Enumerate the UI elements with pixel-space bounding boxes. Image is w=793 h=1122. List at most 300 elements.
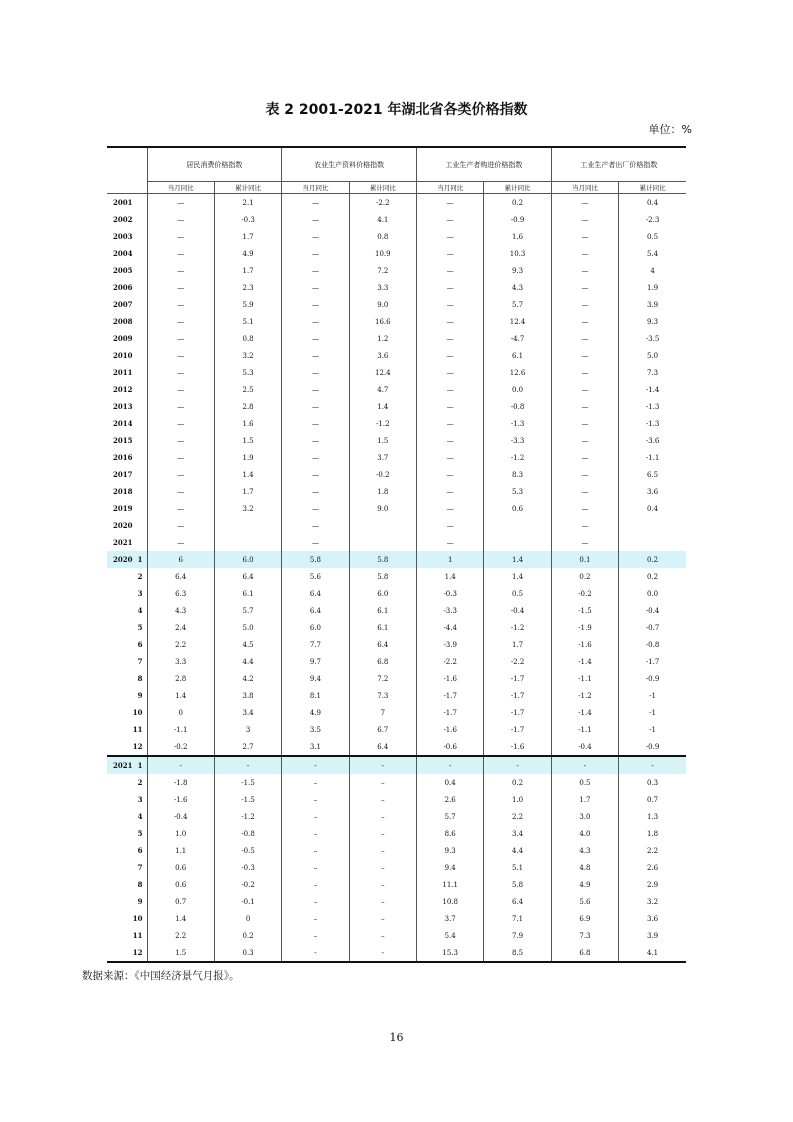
month-label [107,774,147,791]
value-cell: — [551,211,618,228]
value-cell: 0.3 [619,774,686,791]
value-cell: 9.7 [282,653,349,670]
table-row [107,568,686,585]
value-cell: 4.1 [349,211,416,228]
value-cell: 5.1 [484,859,551,876]
value-cell: 0.7 [619,791,686,808]
table-row [107,910,686,927]
table-row [107,364,686,381]
value-cell: 0.4 [417,774,484,791]
month-number: 11 [132,725,143,734]
value-cell: 5.3 [484,483,551,500]
value-cell: 15.3 [417,944,484,962]
value-cell: 3 [214,721,281,738]
year-label: 2012 [113,385,133,394]
unit-label: 单位：% [648,123,692,136]
value-cell: -1.2 [484,449,551,466]
value-cell: — [282,432,349,449]
value-cell: — [551,330,618,347]
value-cell: 3.4 [484,825,551,842]
value-cell [484,534,551,551]
value-cell: 10.3 [484,245,551,262]
year-label: 2016 [113,453,133,462]
value-cell: 3.2 [214,347,281,364]
value-cell: 10.9 [349,245,416,262]
value-cell: 4.1 [619,944,686,962]
value-cell: 7.9 [484,927,551,944]
value-cell: – [282,791,349,808]
value-cell: 0.2 [619,568,686,585]
value-cell: -0.1 [214,893,281,910]
table-row [107,449,686,466]
value-cell: 3.6 [619,910,686,927]
table-row [107,534,686,551]
value-cell: 1.4 [147,910,214,927]
corner-cell [107,147,147,194]
year-label: 2006 [113,283,133,292]
value-cell: 5.7 [484,296,551,313]
value-cell: 9.3 [417,842,484,859]
value-cell: 1.4 [214,466,281,483]
value-cell: 5.0 [619,347,686,364]
value-cell: - [619,756,686,774]
value-cell: -0.2 [349,466,416,483]
value-cell: — [551,347,618,364]
table-title: 表 2 2001-2021 年湖北省各类价格指数 [265,102,528,118]
value-cell: 3.1 [282,738,349,756]
value-cell: -1.5 [214,774,281,791]
month-number: 6 [137,846,143,855]
value-cell: — [551,228,618,245]
value-cell: — [282,415,349,432]
month-label [107,842,147,859]
month-label [107,791,147,808]
year-label: 2018 [113,487,133,496]
value-cell: 6.8 [551,944,618,962]
value-cell: 3.7 [349,449,416,466]
value-cell: -1.6 [484,738,551,756]
value-cell: -0.4 [551,738,618,756]
value-cell: -1.4 [551,704,618,721]
value-cell: — [551,466,618,483]
table-row [107,636,686,653]
value-cell: 5.8 [282,551,349,568]
value-cell: — [282,364,349,381]
month-number: 1 [137,555,143,564]
value-cell: 1.5 [349,432,416,449]
table-row [107,466,686,483]
value-cell: 3.9 [619,927,686,944]
value-cell: 2.6 [619,859,686,876]
value-cell: - [349,944,416,962]
year-label: 2021 [113,761,133,770]
value-cell: 3.7 [417,910,484,927]
value-cell: 3.9 [619,296,686,313]
month-number: 2 [137,572,143,581]
value-cell: 2.8 [147,670,214,687]
table-row [107,756,686,774]
value-cell: 9.4 [417,859,484,876]
value-cell: — [282,330,349,347]
value-cell: — [417,415,484,432]
value-cell: -0.8 [484,398,551,415]
table-row [107,211,686,228]
table-row [107,347,686,364]
value-cell: – [349,893,416,910]
value-cell: 0.3 [214,944,281,962]
value-cell: 1.0 [147,825,214,842]
value-cell: — [282,296,349,313]
value-cell: -0.2 [147,738,214,756]
value-cell: 0.6 [147,876,214,893]
value-cell: — [417,534,484,551]
value-cell: — [551,432,618,449]
value-cell: -3.9 [417,636,484,653]
value-cell: — [282,500,349,517]
value-cell: – [282,910,349,927]
month-number: 10 [132,708,143,717]
value-cell: — [417,347,484,364]
value-cell: 1.1 [147,842,214,859]
value-cell: -1 [619,704,686,721]
value-cell: 0.8 [349,228,416,245]
value-cell: -4.4 [417,619,484,636]
value-cell: -1.6 [551,636,618,653]
table-row [107,262,686,279]
value-cell: -1.6 [417,721,484,738]
value-cell [349,517,416,534]
value-cell: – [349,808,416,825]
value-cell: – [349,859,416,876]
value-cell: 4.9 [282,704,349,721]
value-cell: 3.4 [214,704,281,721]
table-row [107,825,686,842]
value-cell: -0.5 [214,842,281,859]
year-label: 2021 [113,538,133,547]
value-cell: 4.9 [551,876,618,893]
month-label [107,721,147,738]
value-cell: — [551,483,618,500]
value-cell: 1.4 [484,568,551,585]
value-cell: -1.2 [349,415,416,432]
value-cell: 0.5 [619,228,686,245]
value-cell: -1.3 [484,415,551,432]
value-cell: - [214,756,281,774]
value-cell: – [282,808,349,825]
month-number: 4 [137,606,143,615]
value-cell: — [147,432,214,449]
value-cell: — [147,262,214,279]
value-cell: — [147,449,214,466]
value-cell: – [282,927,349,944]
value-cell: — [282,449,349,466]
value-cell: 7.3 [349,687,416,704]
year-label: 2013 [113,402,133,411]
value-cell: -2.2 [484,653,551,670]
value-cell: — [551,194,618,212]
value-cell: 0.2 [619,551,686,568]
value-cell: 4.9 [214,245,281,262]
value-cell: — [147,517,214,534]
value-cell: 9.0 [349,500,416,517]
value-cell: — [147,211,214,228]
value-cell: 4.4 [484,842,551,859]
value-cell: 6.0 [282,619,349,636]
table-row [107,927,686,944]
year-label: 2020 [113,555,133,564]
month-number: 8 [137,880,143,889]
value-cell: 1.8 [619,825,686,842]
value-cell: – [349,927,416,944]
value-cell: -3.6 [619,432,686,449]
value-cell: — [147,466,214,483]
table-row [107,808,686,825]
value-cell: 5.8 [484,876,551,893]
value-cell: — [417,449,484,466]
value-cell: — [551,364,618,381]
value-cell: — [282,228,349,245]
value-cell: 6.4 [147,568,214,585]
value-cell: — [551,262,618,279]
value-cell: 9.0 [349,296,416,313]
value-cell: — [417,483,484,500]
sub-header-row [107,182,686,194]
value-cell: -0.8 [214,825,281,842]
value-cell: 6.5 [619,466,686,483]
value-cell: — [282,398,349,415]
year-label: 2019 [113,504,133,513]
value-cell: -2.3 [619,211,686,228]
value-cell: — [551,398,618,415]
month-number: 3 [137,589,143,598]
value-cell [619,517,686,534]
value-cell: — [282,313,349,330]
value-cell: - [147,756,214,774]
value-cell: 4.8 [551,859,618,876]
value-cell: — [417,381,484,398]
month-label [107,859,147,876]
value-cell: 2.3 [214,279,281,296]
table-row [107,893,686,910]
month-label [107,585,147,602]
month-number: 12 [132,742,143,751]
table-row [107,194,686,212]
value-cell: -0.7 [619,619,686,636]
value-cell: 2.7 [214,738,281,756]
value-cell: 7 [349,704,416,721]
value-cell: -1 [619,721,686,738]
value-cell: — [551,245,618,262]
value-cell: 9.3 [619,313,686,330]
month-label [107,551,147,568]
value-cell: — [417,245,484,262]
month-label [107,619,147,636]
value-cell: 1.7 [214,262,281,279]
value-cell: — [417,262,484,279]
value-cell: 7.3 [551,927,618,944]
table-row [107,791,686,808]
value-cell: -1.7 [619,653,686,670]
value-cell: -3.3 [484,432,551,449]
value-cell: — [147,279,214,296]
value-cell: 1.0 [484,791,551,808]
value-cell: -0.4 [484,602,551,619]
value-cell: — [551,449,618,466]
value-cell: -0.6 [417,738,484,756]
value-cell: 3.8 [214,687,281,704]
value-cell: -0.4 [147,808,214,825]
month-number: 4 [137,812,143,821]
month-number: 6 [137,640,143,649]
value-cell: 6.1 [214,585,281,602]
year-label: 2005 [113,266,133,275]
group-header-cpi: 居民消费价格指数 [147,147,282,182]
table-row [107,398,686,415]
value-cell: 3.3 [147,653,214,670]
value-cell: — [417,466,484,483]
value-cell: — [417,330,484,347]
value-cell: – [349,910,416,927]
table-body [107,194,686,963]
value-cell: -2.2 [349,194,416,212]
value-cell: — [551,296,618,313]
table-row [107,602,686,619]
value-cell: 0.2 [484,194,551,212]
value-cell: -1.4 [551,653,618,670]
value-cell: 1.7 [214,228,281,245]
value-cell: — [147,347,214,364]
month-label [107,944,147,962]
value-cell: 4.4 [214,653,281,670]
value-cell: 6.9 [551,910,618,927]
value-cell: 6.4 [349,636,416,653]
value-cell: — [282,381,349,398]
value-cell: — [417,194,484,212]
value-cell: 7.2 [349,262,416,279]
table-row [107,330,686,347]
month-label [107,568,147,585]
table-row [107,381,686,398]
year-label: 2003 [113,232,133,241]
data-source-note: 数据来源：《中国经济景气月报》。 [82,970,240,982]
value-cell: -1.1 [619,449,686,466]
value-cell: — [417,517,484,534]
year-label: 2014 [113,419,133,428]
value-cell: — [417,279,484,296]
value-cell: -1 [619,687,686,704]
value-cell: – [282,893,349,910]
table-row [107,704,686,721]
page-number: 16 [389,1031,404,1044]
value-cell: – [349,774,416,791]
sub-header: 当月同比 [417,182,484,194]
month-label [107,808,147,825]
value-cell: 1.2 [349,330,416,347]
year-label: 2020 [113,521,133,530]
value-cell: 2.2 [147,927,214,944]
group-header-purchase: 工业生产者购进价格指数 [417,147,552,182]
value-cell: 3.2 [214,500,281,517]
value-cell: -0.3 [214,211,281,228]
value-cell [619,534,686,551]
value-cell: 3.0 [551,808,618,825]
value-cell: -0.9 [619,670,686,687]
table-row [107,876,686,893]
month-label [107,910,147,927]
value-cell: -0.3 [417,585,484,602]
value-cell: 5.6 [282,568,349,585]
value-cell: -3.3 [417,602,484,619]
value-cell: — [147,330,214,347]
month-label [107,687,147,704]
table-row [107,774,686,791]
value-cell: — [147,194,214,212]
value-cell: 0.5 [551,774,618,791]
month-number: 10 [132,914,143,923]
value-cell: - [349,756,416,774]
value-cell: — [282,483,349,500]
value-cell: — [417,432,484,449]
month-label [107,876,147,893]
value-cell: 6.1 [484,347,551,364]
value-cell [484,517,551,534]
value-cell: 6.1 [349,619,416,636]
value-cell: 1.5 [147,944,214,962]
year-label: 2010 [113,351,133,360]
value-cell: 0.4 [619,194,686,212]
sub-header: 累计同比 [619,182,686,194]
value-cell: 0.6 [147,859,214,876]
value-cell: 5.7 [214,602,281,619]
value-cell: — [417,313,484,330]
value-cell: -1.5 [214,791,281,808]
value-cell: 3.3 [349,279,416,296]
value-cell: 1.9 [619,279,686,296]
sub-header: 累计同比 [214,182,281,194]
table-row [107,432,686,449]
value-cell: 4.5 [214,636,281,653]
value-cell: 16.6 [349,313,416,330]
year-label: 2008 [113,317,133,326]
value-cell: — [551,381,618,398]
value-cell: 0.2 [551,568,618,585]
month-label [107,602,147,619]
value-cell: 6.1 [349,602,416,619]
value-cell: 6.0 [214,551,281,568]
value-cell: 1.7 [484,636,551,653]
value-cell: -2.2 [417,653,484,670]
value-cell: -1.3 [619,398,686,415]
table-row [107,944,686,962]
value-cell: 3.6 [619,483,686,500]
month-label [107,704,147,721]
table-row [107,551,686,568]
year-label: 2017 [113,470,133,479]
table-row [107,653,686,670]
value-cell: – [282,825,349,842]
value-cell: -0.2 [214,876,281,893]
sub-header: 当月同比 [551,182,618,194]
value-cell: 6.4 [282,585,349,602]
value-cell: – [282,859,349,876]
value-cell: 1.4 [349,398,416,415]
value-cell: 5.4 [417,927,484,944]
value-cell: 4.7 [349,381,416,398]
value-cell: — [282,194,349,212]
value-cell: — [417,296,484,313]
value-cell: 8.6 [417,825,484,842]
month-label [107,927,147,944]
